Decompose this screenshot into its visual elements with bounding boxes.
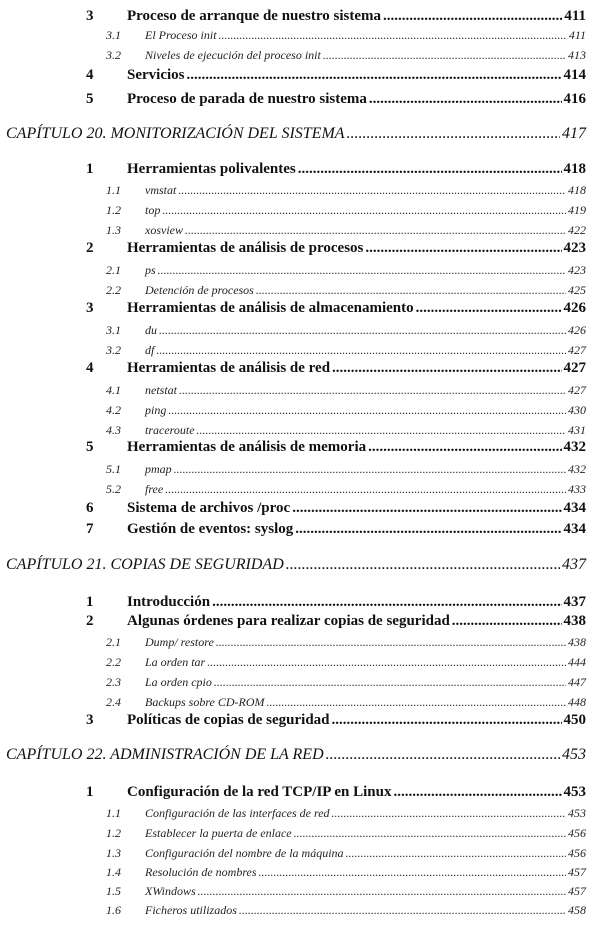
leader-dots — [369, 91, 562, 108]
toc-subsection — [0, 223, 600, 239]
leader-dots — [207, 655, 566, 670]
toc-chapter — [6, 746, 586, 768]
toc-title: Configuración de las interfaces de red — [145, 806, 330, 820]
toc-number: 4.1 — [106, 383, 121, 397]
toc-page-number: 437 — [562, 556, 586, 573]
leader-dots — [156, 343, 566, 358]
toc-subsection — [0, 482, 600, 498]
toc-page-number: 422 — [568, 223, 586, 237]
toc-page-number: 433 — [568, 482, 586, 496]
toc-page-number: 450 — [563, 712, 586, 728]
toc-section — [0, 240, 600, 260]
toc-chapter-title: CAPÍTULO 22. ADMINISTRACIÓN DE LA RED — [6, 746, 324, 763]
toc-page-number: 417 — [562, 125, 586, 142]
toc-title: Políticas de copias de seguridad — [127, 712, 330, 728]
toc-title: ps — [145, 263, 156, 277]
leader-dots — [259, 865, 566, 880]
toc-section — [0, 360, 600, 380]
toc-number: 1.3 — [106, 223, 121, 237]
toc-subsection — [0, 655, 600, 671]
leader-dots — [239, 903, 566, 918]
toc-title: Servicios — [127, 67, 185, 83]
toc-page-number: 453 — [563, 784, 586, 800]
toc-number: 2.3 — [106, 675, 121, 689]
leader-dots — [165, 482, 566, 497]
leader-dots — [267, 695, 566, 710]
toc-subsection — [0, 48, 600, 64]
toc-subsection — [0, 846, 600, 862]
toc-subsection — [0, 865, 600, 881]
toc-page-number: 413 — [568, 48, 586, 62]
toc-title: El Proceso init — [145, 28, 217, 42]
toc-number: 1 — [86, 161, 94, 177]
leader-dots — [212, 594, 561, 611]
toc-page-number: 425 — [568, 283, 586, 297]
toc-page-number: 458 — [568, 903, 586, 917]
leader-dots — [216, 635, 566, 650]
leader-dots — [383, 8, 562, 25]
toc-title: XWindows — [145, 884, 196, 898]
toc-page-number: 434 — [563, 500, 586, 516]
toc-section — [0, 712, 600, 732]
toc-number: 3 — [86, 8, 94, 24]
toc-title: La orden cpio — [145, 675, 212, 689]
toc-title: Establecer la puerta de enlace — [145, 826, 292, 840]
toc-chapter-title: CAPÍTULO 20. MONITORIZACIÓN DEL SISTEMA — [6, 125, 345, 142]
toc-number: 5 — [86, 439, 94, 455]
toc-number: 4.3 — [106, 423, 121, 437]
toc-subsection — [0, 675, 600, 691]
toc-page-number: 411 — [568, 28, 586, 42]
leader-dots — [286, 556, 560, 574]
toc-section — [0, 439, 600, 459]
toc-subsection — [0, 635, 600, 651]
toc-page-number: 434 — [563, 521, 586, 537]
toc-chapter — [6, 125, 586, 147]
toc-number: 3 — [86, 300, 94, 316]
toc-number: 5.2 — [106, 482, 121, 496]
toc-number: 2 — [86, 240, 94, 256]
toc-title: Herramientas de análisis de procesos — [127, 240, 364, 256]
toc-number: 2.2 — [106, 655, 121, 669]
leader-dots — [365, 240, 561, 257]
toc-section — [0, 500, 600, 520]
leader-dots — [214, 675, 566, 690]
toc-section — [0, 613, 600, 633]
leader-dots — [368, 439, 561, 456]
toc-subsection — [0, 826, 600, 842]
toc-page-number: 456 — [568, 846, 586, 860]
leader-dots — [326, 746, 560, 764]
leader-dots — [347, 125, 560, 143]
leader-dots — [162, 203, 566, 218]
toc-title: top — [145, 203, 161, 217]
leader-dots — [295, 521, 561, 538]
toc-title: pmap — [145, 462, 172, 476]
toc-number: 2.4 — [106, 695, 121, 709]
toc-section — [0, 300, 600, 320]
toc-number: 1.4 — [106, 865, 121, 879]
toc-subsection — [0, 203, 600, 219]
toc-title: traceroute — [145, 423, 195, 437]
toc-title: Resolución de nombres — [145, 865, 257, 879]
toc-number: 1.1 — [106, 806, 121, 820]
toc-page-number: 438 — [563, 613, 586, 629]
toc-page-number: 444 — [568, 655, 586, 669]
leader-dots — [346, 846, 566, 861]
leader-dots — [185, 223, 566, 238]
toc-title: Gestión de eventos: syslog — [127, 521, 294, 537]
toc-title: du — [145, 323, 157, 337]
toc-title: netstat — [145, 383, 177, 397]
toc-page-number: 427 — [563, 360, 586, 376]
toc-section — [0, 521, 600, 541]
toc-number: 3.1 — [106, 323, 121, 337]
toc-section — [0, 67, 600, 87]
leader-dots — [332, 806, 566, 821]
toc-page-number: 456 — [568, 826, 586, 840]
toc-number: 2.1 — [106, 635, 121, 649]
toc-page-number: 426 — [563, 300, 586, 316]
leader-dots — [219, 28, 567, 43]
leader-dots — [197, 423, 566, 438]
toc-number: 1 — [86, 784, 94, 800]
toc-subsection — [0, 462, 600, 478]
toc-page-number: 423 — [563, 240, 586, 256]
leader-dots — [168, 403, 566, 418]
toc-number: 1.2 — [106, 203, 121, 217]
toc-title: xosview — [145, 223, 183, 237]
toc-subsection — [0, 28, 600, 44]
toc-number: 1.3 — [106, 846, 121, 860]
toc-page-number: 457 — [568, 884, 586, 898]
leader-dots — [294, 826, 566, 841]
toc-title: df — [145, 343, 155, 357]
leader-dots — [332, 360, 561, 377]
toc-page-number: 423 — [568, 263, 586, 277]
leader-dots — [256, 283, 566, 298]
toc-subsection — [0, 383, 600, 399]
toc-number: 1.6 — [106, 903, 121, 917]
toc-title: Sistema de archivos /proc — [127, 500, 291, 516]
leader-dots — [452, 613, 562, 630]
toc-title: Niveles de ejecución del proceso init — [145, 48, 321, 62]
toc-title: Configuración de la red TCP/IP en Linux — [127, 784, 392, 800]
toc-title: Backups sobre CD-ROM — [145, 695, 265, 709]
toc-subsection — [0, 283, 600, 299]
toc-title: Configuración del nombre de la máquina — [145, 846, 344, 860]
toc-number: 1.1 — [106, 183, 121, 197]
toc-number: 3.2 — [106, 343, 121, 357]
toc-title: free — [145, 482, 164, 496]
leader-dots — [159, 323, 566, 338]
toc-page-number: 427 — [568, 343, 586, 357]
leader-dots — [198, 884, 566, 899]
toc-subsection — [0, 263, 600, 279]
toc-page-number: 426 — [568, 323, 586, 337]
toc-title: Herramientas polivalentes — [127, 161, 296, 177]
toc-number: 6 — [86, 500, 94, 516]
toc-number: 1.2 — [106, 826, 121, 840]
toc-subsection — [0, 423, 600, 439]
toc-page-number: 432 — [568, 462, 586, 476]
toc-section — [0, 8, 600, 28]
toc-page-number: 427 — [568, 383, 586, 397]
leader-dots — [174, 462, 566, 477]
toc-title: Introducción — [127, 594, 211, 610]
toc-subsection — [0, 903, 600, 919]
toc-page-number: 414 — [563, 67, 586, 83]
leader-dots — [158, 263, 566, 278]
leader-dots — [179, 383, 566, 398]
toc-number: 3.1 — [106, 28, 121, 42]
leader-dots — [323, 48, 566, 63]
toc-subsection — [0, 884, 600, 900]
toc-chapter — [6, 556, 586, 578]
toc-section — [0, 161, 600, 181]
toc-title: Algunas órdenes para realizar copias de seguridad — [127, 613, 450, 629]
leader-dots — [178, 183, 566, 198]
toc-number: 5.1 — [106, 462, 121, 476]
toc-title: Ficheros utilizados — [145, 903, 237, 917]
leader-dots — [298, 161, 562, 178]
toc-page-number: 457 — [568, 865, 586, 879]
toc-number: 7 — [86, 521, 94, 537]
toc-page-number: 437 — [563, 594, 586, 610]
toc-title: Herramientas de análisis de almacenamiento — [127, 300, 414, 316]
leader-dots — [332, 712, 562, 729]
toc-subsection — [0, 323, 600, 339]
leader-dots — [394, 784, 562, 801]
toc-title: Proceso de parada de nuestro sistema — [127, 91, 367, 107]
toc-page-number: 416 — [563, 91, 586, 107]
toc-page-number: 419 — [568, 203, 586, 217]
toc-title: Detención de procesos — [145, 283, 254, 297]
toc-number: 4 — [86, 67, 94, 83]
toc-subsection — [0, 806, 600, 822]
toc-title: ping — [145, 403, 167, 417]
toc-title: La orden tar — [145, 655, 206, 669]
toc-section — [0, 91, 600, 111]
toc-title: Herramientas de análisis de memoria — [127, 439, 367, 455]
toc-page-number: 418 — [568, 183, 586, 197]
toc-page-number: 432 — [563, 439, 586, 455]
toc-subsection — [0, 343, 600, 359]
toc-page-number: 431 — [568, 423, 586, 437]
toc-title: Dump/ restore — [145, 635, 214, 649]
toc-title: Herramientas de análisis de red — [127, 360, 331, 376]
toc-subsection — [0, 183, 600, 199]
toc-page-number: 448 — [568, 695, 586, 709]
toc-number: 4 — [86, 360, 94, 376]
toc-number: 3 — [86, 712, 94, 728]
toc-title: Proceso de arranque de nuestro sistema — [127, 8, 382, 24]
leader-dots — [416, 300, 562, 317]
toc-number: 1.5 — [106, 884, 121, 898]
toc-page-number: 447 — [568, 675, 586, 689]
toc-page-number: 438 — [568, 635, 586, 649]
toc-number: 1 — [86, 594, 94, 610]
toc-number: 2.2 — [106, 283, 121, 297]
toc-number: 2 — [86, 613, 94, 629]
leader-dots — [187, 67, 562, 84]
toc-page-number: 453 — [562, 746, 586, 763]
toc-page-number: 411 — [564, 8, 586, 24]
toc-chapter-title: CAPÍTULO 21. COPIAS DE SEGURIDAD — [6, 556, 284, 573]
toc-title: vmstat — [145, 183, 177, 197]
toc-section — [0, 594, 600, 614]
toc-subsection — [0, 403, 600, 419]
toc-subsection — [0, 695, 600, 711]
toc-page-number: 418 — [563, 161, 586, 177]
toc-number: 2.1 — [106, 263, 121, 277]
toc-number: 3.2 — [106, 48, 121, 62]
leader-dots — [292, 500, 561, 517]
toc-page-number: 453 — [568, 806, 586, 820]
toc-page-number: 430 — [568, 403, 586, 417]
toc-number: 4.2 — [106, 403, 121, 417]
toc-section — [0, 784, 600, 804]
toc-number: 5 — [86, 91, 94, 107]
